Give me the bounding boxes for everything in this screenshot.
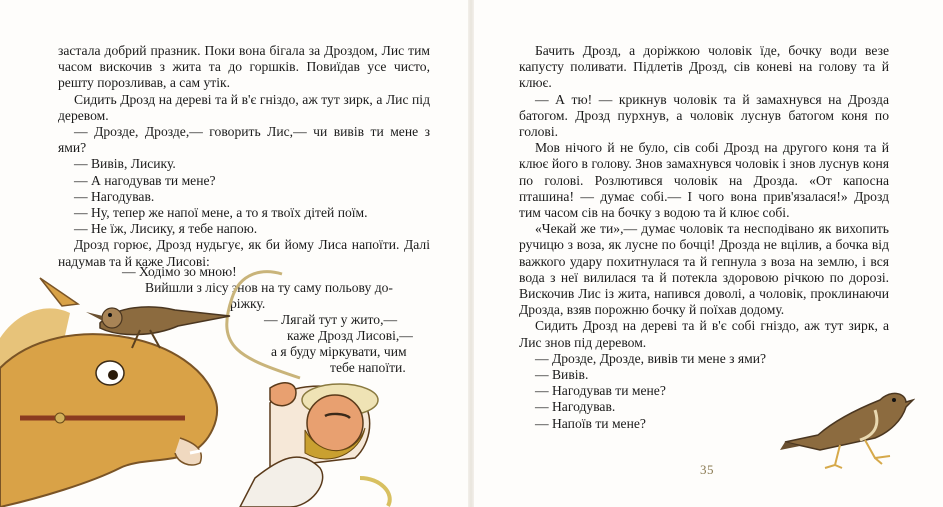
- paragraph: — Нагодував.: [74, 188, 155, 204]
- tail-line: Вийшли з лісу знов на ту саму польову до-: [145, 280, 393, 295]
- thrush-illustration: [780, 380, 915, 480]
- paragraph: — Не їж, Лисику, я тебе напою.: [74, 221, 258, 237]
- paragraph: Мов нічого й не було, сів собі Дрозд на другого коня та й клює його в голову. Знов замахнувся чоловік і знов луснув коня по голові. Розлютився чоловік на Дрозда. «От капосна пташина! — думає собі.— І чого вона прив'язалася!» Дрозд тим часом сів на бочку з водою та й клює собі.: [519, 140, 889, 221]
- tail-line: каже Дрозд Лисові,—: [287, 328, 413, 343]
- right-text-column: [519, 43, 889, 432]
- tail-line: а я буду міркувати, чим: [271, 344, 407, 359]
- paragraph: застала добрий празник. Поки вона бігала за Дроздом, Лис тим часом вискочив з жита та до горшків. Повиїдав усе чисто, решту порозливав, а сам утік.: [58, 43, 430, 91]
- paragraph: «Чекай же ти»,— думає чоловік та несподівано як вихопить ручицю з воза, як лусне по бочці! Дрозда не вцілив, а бочка від важкого удару похитнулася та й гепнула з воза на землю, і вся вода з неї вилилася та й потекла здоровою річкою по дорозі. Вискочив Лис із жита, напився доволі, а чоловік, проклинаючи Дрозда, взяв порожню бочку й поїхав додому.: [519, 221, 889, 318]
- page-number: 35: [700, 462, 714, 477]
- paragraph: — А тю! — крикнув чоловік та й замахнувся на Дрозда батогом. Дрозд пурхнув, а чоловік луснув батогом коня по голові.: [519, 91, 889, 140]
- tail-line: тебе напоїти.: [330, 360, 406, 375]
- paragraph: — Дрозде, Дрозде,— говорить Лис,— чи вивів ти мене з ями?: [58, 124, 430, 156]
- paragraph: Дрозд горює, Дрозд нудьгує, як би йому Лиса напоїти. Далі надумав та й каже Лисові:: [58, 237, 430, 269]
- paragraph: — Нагодував.: [535, 399, 616, 415]
- paragraph: — Напоїв ти мене?: [535, 415, 646, 431]
- left-text-column: [58, 43, 430, 270]
- paragraph: Сидить Дрозд на дереві та й в'є гніздо, аж тут зирк, а Лис під деревом.: [58, 91, 430, 123]
- tail-line: — Лягай тут у жито,—: [264, 312, 398, 327]
- paragraph: — Вивів, Лисику.: [74, 156, 176, 172]
- tail-line: — Ходімо зо мною!: [122, 264, 237, 279]
- horse-thrush-man-illustration: [0, 268, 440, 507]
- paragraph: — Нагодував ти мене?: [535, 383, 666, 399]
- paragraph: Бачить Дрозд, а доріжкою чоловік їде, бочку води везе капусту поливати. Підлетів Дрозд, сів коневі на голову та й клює.: [519, 43, 889, 91]
- left-page: [0, 0, 471, 507]
- paragraph: — А нагодував ти мене?: [74, 172, 216, 188]
- paragraph: — Ну, тепер же напої мене, а то я твоїх дітей поїм.: [74, 205, 368, 221]
- paragraph: — Дрозде, Дрозде, вивів ти мене з ями?: [535, 350, 767, 366]
- paragraph: Сидить Дрозд на дереві та й в'є собі гніздо, аж тут зирк, а Лис знов під деревом.: [519, 318, 889, 350]
- paragraph: — Вивів.: [535, 367, 589, 383]
- tail-line: ріжку.: [230, 296, 266, 311]
